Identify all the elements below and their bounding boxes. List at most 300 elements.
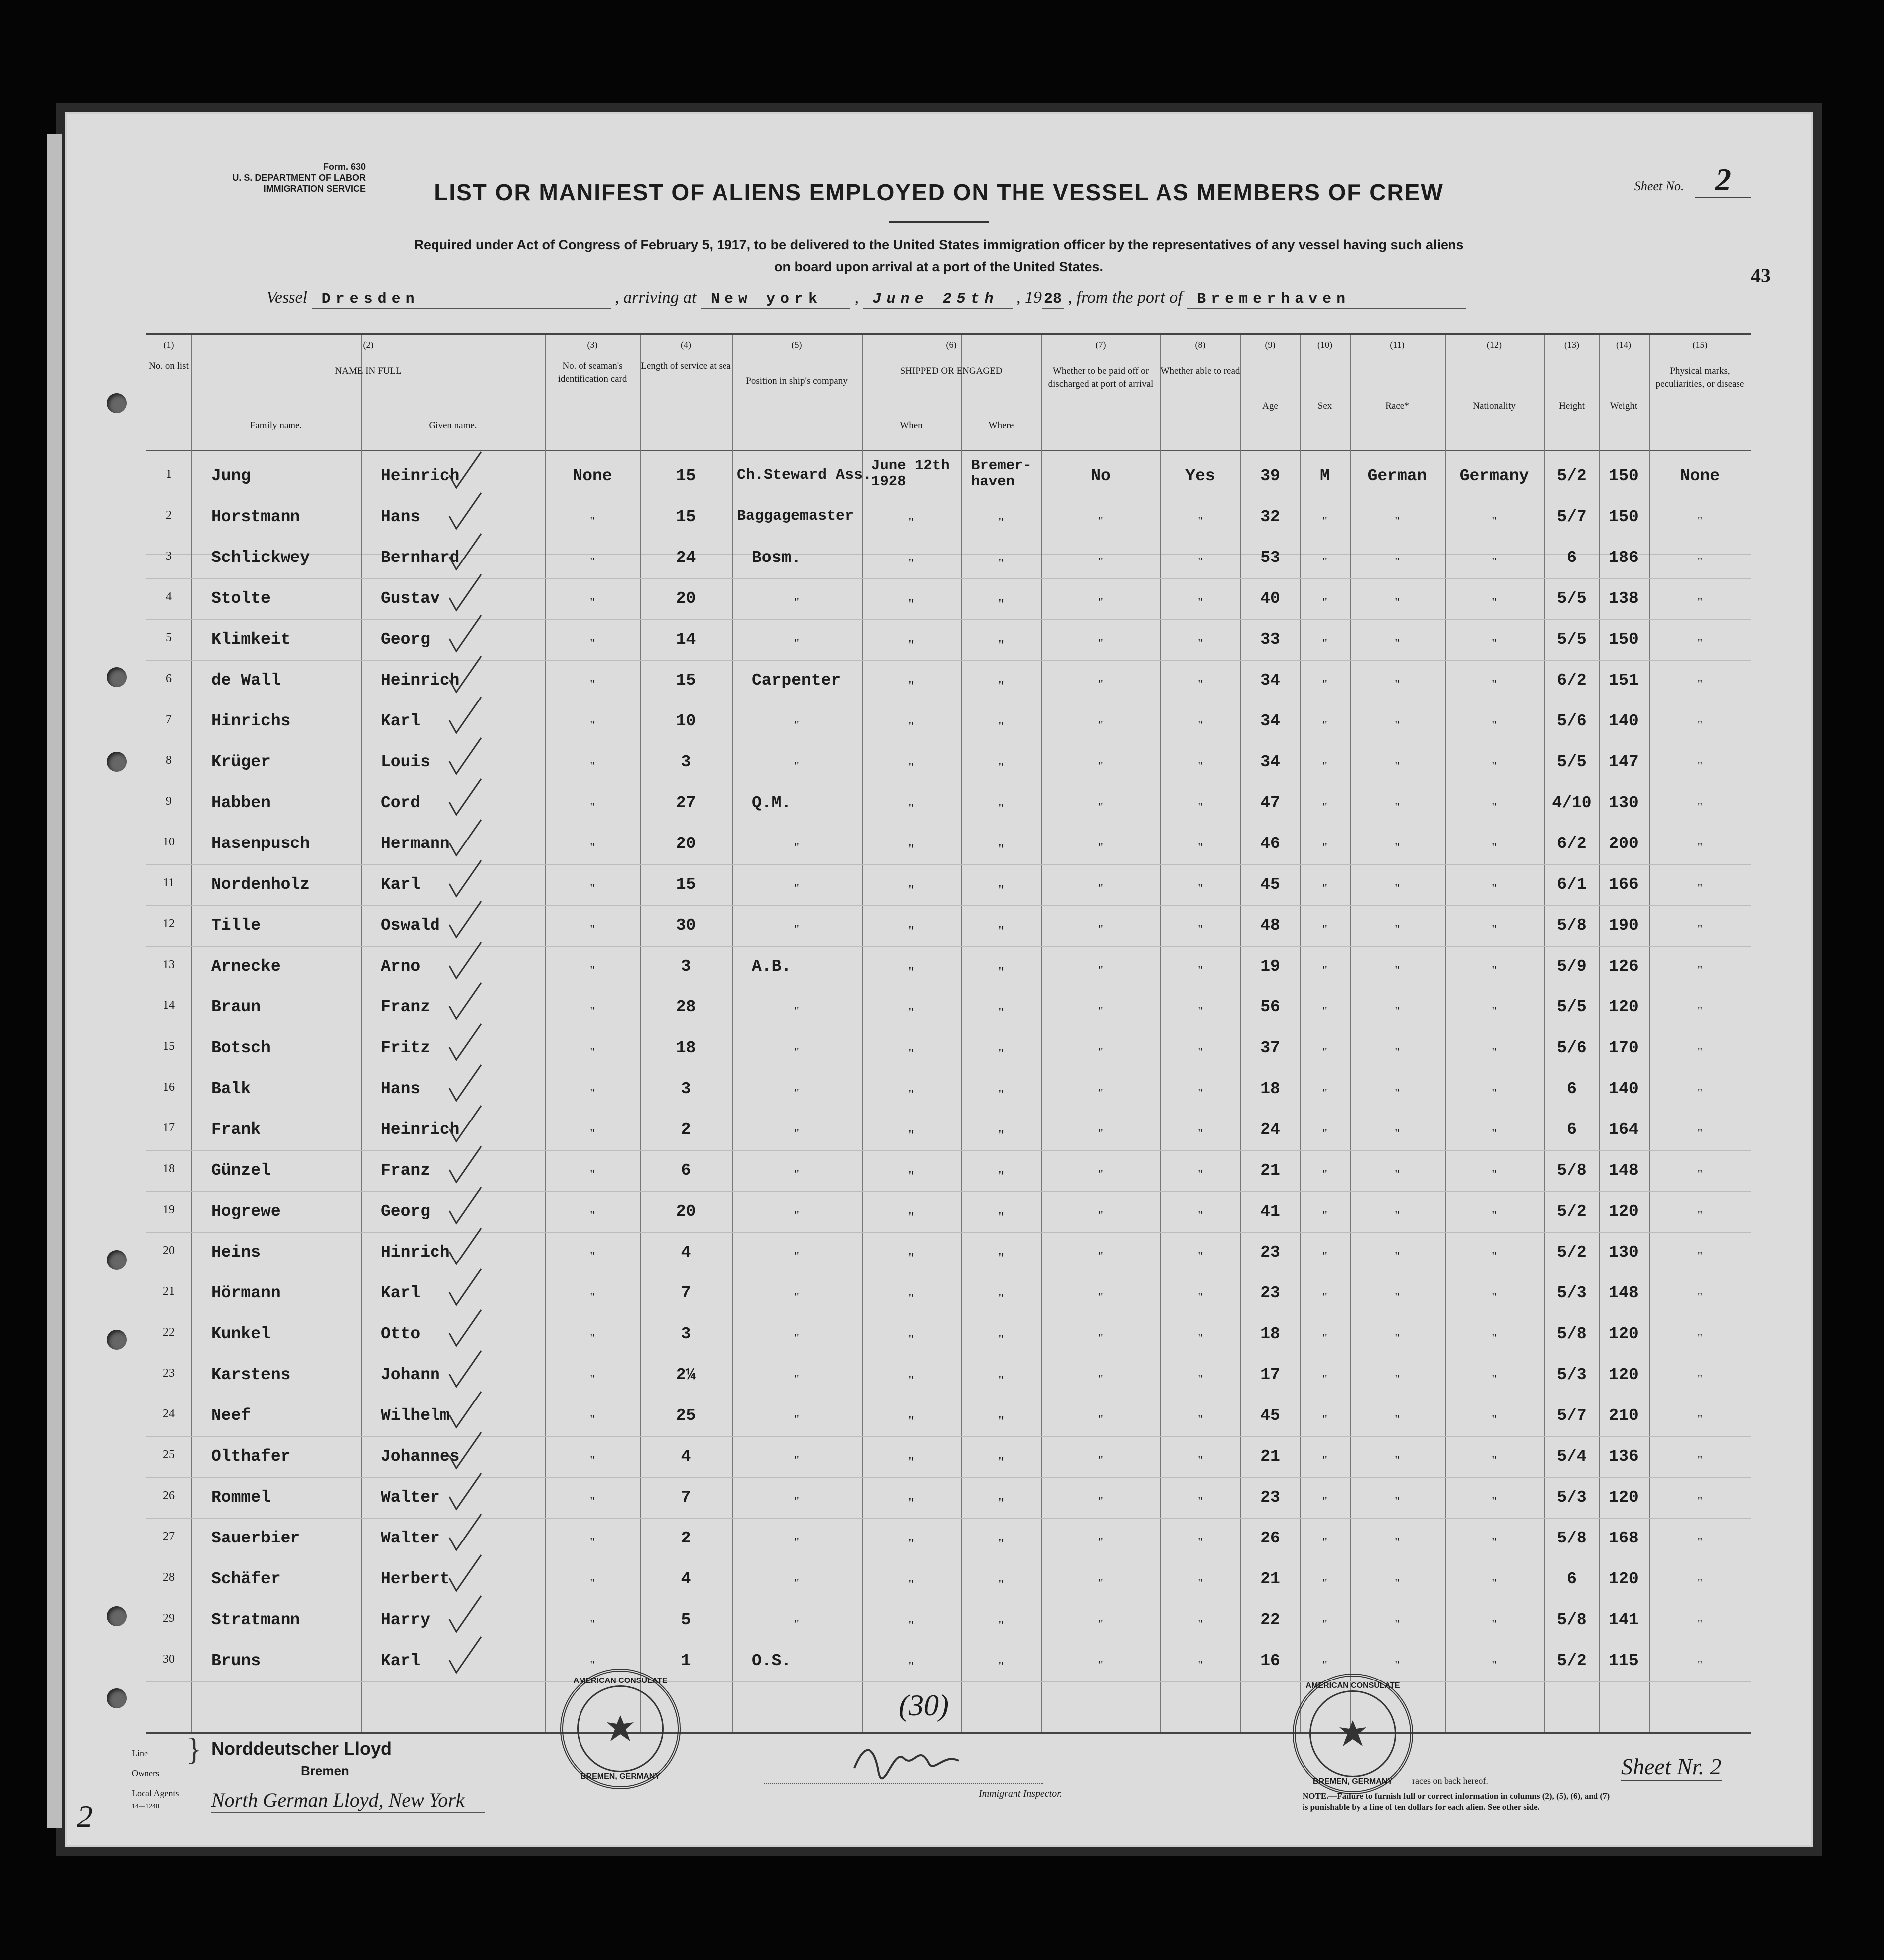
cell-height: 5/2 (1557, 467, 1587, 485)
cell-when: " (908, 760, 914, 776)
cell-given: Arno (381, 957, 421, 976)
cell-position: " (794, 1454, 799, 1467)
cell-age: 23 (1260, 1284, 1280, 1302)
table-row (146, 1519, 1751, 1560)
form-number: Form. 630 (323, 162, 366, 172)
check-mark-icon (445, 570, 485, 615)
cell-race: " (1395, 760, 1400, 773)
year-prefix: , 19 (1016, 288, 1042, 307)
cell-nat: " (1492, 1087, 1497, 1100)
cell-race: " (1395, 637, 1400, 650)
row-rule (146, 905, 1751, 906)
cell-paid: " (1098, 1536, 1103, 1549)
check-mark-icon (445, 1061, 485, 1106)
cell-weight: 200 (1609, 835, 1639, 853)
cell-weight: 141 (1609, 1611, 1639, 1629)
cell-sex: " (1322, 1046, 1327, 1059)
cell-service: 2 (681, 1120, 691, 1139)
cell-given: Karl (381, 875, 421, 894)
cell-family: Frank (211, 1120, 261, 1139)
cell-when: " (908, 1127, 914, 1143)
cell-age: 21 (1260, 1570, 1280, 1588)
cell-age: 41 (1260, 1202, 1280, 1221)
cell-service: 27 (676, 794, 696, 812)
cell-given: Otto (381, 1325, 421, 1343)
cell-when: " (908, 1168, 914, 1184)
cell-weight: 130 (1609, 1243, 1639, 1261)
check-mark-icon (445, 1469, 485, 1514)
check-mark-icon (445, 1306, 485, 1351)
cell-weight: 120 (1609, 1570, 1639, 1588)
cell-height: 5/3 (1557, 1366, 1587, 1384)
cell-age: 17 (1260, 1366, 1280, 1384)
cell-position: " (794, 1618, 799, 1631)
cell-position: " (794, 1577, 799, 1590)
cell-nat: " (1492, 1291, 1497, 1304)
cell-position: " (794, 1209, 799, 1222)
cell-height: 5/5 (1557, 589, 1587, 608)
cell-when: " (908, 556, 914, 571)
cell-where: " (998, 1536, 1004, 1552)
cell-no: 2 (166, 509, 172, 522)
header-race: Race* (1385, 401, 1409, 411)
eagle-seal-icon (1335, 1716, 1370, 1751)
cell-height: 5/4 (1557, 1447, 1587, 1466)
cell-read: " (1198, 1005, 1203, 1018)
header-age: Age (1262, 401, 1278, 411)
cell-paid: " (1098, 1618, 1103, 1631)
subtitle-line-1: Required under Act of Congress of February 5, 1917, to be delivered to the United States immigration officer by the representatives of any vessel having such aliens (414, 237, 1464, 252)
cell-where: " (998, 515, 1004, 531)
cell-read: " (1198, 841, 1203, 854)
cell-service: 5 (681, 1611, 691, 1629)
cell-no: 1 (166, 468, 172, 481)
check-mark-icon (445, 448, 485, 493)
cell-height: 5/8 (1557, 1161, 1587, 1180)
check-mark-icon (445, 1142, 485, 1187)
footer: Line Owners Local Agents 14—1240 } Norddeutscher Lloyd Bremen North German Lloyd, New York AMERICAN CONSULATE BREMEN, GERMANY (30) Immigrant Inspector. AMERICAN CONSULATE BREMEN, GERMANY races on back hereof. NOTE.—Failure to furnish full or correct information in columns (2), (5), (6), and (7) is punishable by a fine of ten dollars for each alien. See other side. Sheet Nr. 2 (67, 1733, 1811, 1843)
check-mark-icon (445, 693, 485, 738)
subtitle (67, 234, 1811, 278)
cell-weight: 148 (1609, 1284, 1639, 1302)
cell-nat: " (1492, 1618, 1497, 1631)
cell-sex: " (1322, 1495, 1327, 1508)
cell-given: Karl (381, 1284, 421, 1302)
cell-sex: " (1322, 882, 1327, 895)
table-row (146, 1478, 1751, 1519)
column-number: (2) (363, 340, 374, 350)
header-paid-off: Whether to be paid off or discharged at port of arrival (1048, 366, 1154, 389)
cell-given: Franz (381, 1161, 431, 1180)
cell-where: " (998, 1618, 1004, 1634)
cell-service: 3 (681, 753, 691, 771)
table-row (146, 784, 1751, 825)
cell-race: " (1395, 1454, 1400, 1467)
cell-age: 16 (1260, 1652, 1280, 1670)
cell-when: " (908, 1046, 914, 1062)
cell-paid: " (1098, 1250, 1103, 1263)
cell-position: " (794, 1536, 799, 1549)
cell-given: Fritz (381, 1039, 431, 1057)
cell-race: " (1395, 964, 1400, 977)
cell-given: Oswald (381, 916, 440, 935)
inspector-line (764, 1783, 1043, 1784)
cell-position: " (794, 760, 799, 773)
cell-given: Wilhelm (381, 1406, 450, 1425)
cell-sex: " (1322, 1087, 1327, 1100)
cell-no: 22 (163, 1326, 175, 1339)
header-family-name: Family name. (250, 420, 302, 431)
cell-read: " (1198, 515, 1203, 528)
cell-sex: " (1322, 719, 1327, 732)
row-rule (146, 1232, 1751, 1233)
cell-paid: " (1098, 841, 1103, 854)
cell-height: 6 (1567, 1080, 1577, 1098)
cell-card: " (590, 801, 595, 814)
cell-age: 18 (1260, 1325, 1280, 1343)
cell-where: " (998, 964, 1004, 980)
cell-nat: " (1492, 1332, 1497, 1345)
cell-race: " (1395, 841, 1400, 854)
cell-marks: " (1697, 678, 1703, 691)
table-row (146, 825, 1751, 865)
sheet-edge (47, 134, 62, 1828)
cell-family: Klimkeit (211, 630, 290, 649)
subtitle-line-2: on board upon arrival at a port of the United States. (774, 259, 1104, 274)
cell-position: " (794, 1005, 799, 1018)
cell-marks: " (1697, 1168, 1703, 1181)
cell-paid: " (1098, 1577, 1103, 1590)
vessel-label: Vessel (266, 288, 308, 307)
column-number: (7) (1095, 340, 1106, 350)
cell-where: " (998, 1373, 1004, 1389)
cell-no: 11 (163, 876, 175, 889)
cell-age: 45 (1260, 875, 1280, 894)
cell-position: Q.M. (752, 794, 792, 812)
cell-given: Cord (381, 794, 421, 812)
cell-service: 7 (681, 1488, 691, 1507)
cell-read: " (1198, 1413, 1203, 1426)
cell-card: " (590, 1127, 595, 1140)
binding-hole (107, 393, 127, 413)
cell-family: Rommel (211, 1488, 271, 1507)
cell-no: 28 (163, 1571, 175, 1584)
cell-age: 23 (1260, 1488, 1280, 1507)
cell-paid: " (1098, 1454, 1103, 1467)
cell-service: 4 (681, 1243, 691, 1261)
table-row (146, 661, 1751, 702)
cell-family: Schäfer (211, 1570, 281, 1588)
cell-age: 34 (1260, 671, 1280, 690)
cell-age: 22 (1260, 1611, 1280, 1629)
cell-height: 6 (1567, 1570, 1577, 1588)
header-weight: Weight (1610, 401, 1638, 411)
cell-sex: " (1322, 923, 1327, 936)
cell-nat: " (1492, 1209, 1497, 1222)
cell-service: 15 (676, 875, 696, 894)
check-mark-icon (445, 1347, 485, 1392)
table-row (146, 620, 1751, 661)
cell-weight: 120 (1609, 1488, 1639, 1507)
cell-where: " (998, 1332, 1004, 1348)
cell-service: 25 (676, 1406, 696, 1425)
cell-nat: " (1492, 923, 1497, 936)
cell-when: " (908, 1495, 914, 1511)
cell-read: " (1198, 719, 1203, 732)
cell-where: " (998, 1209, 1004, 1225)
row-rule (146, 660, 1751, 661)
table-row (146, 1642, 1751, 1682)
cell-no: 14 (163, 999, 175, 1012)
cell-nat: " (1492, 1250, 1497, 1263)
cell-service: 10 (676, 712, 696, 730)
table-row (146, 539, 1751, 579)
cell-when: " (908, 1618, 914, 1634)
cell-where: " (998, 760, 1004, 776)
agents-label: Local Agents (132, 1788, 179, 1798)
cell-race: " (1395, 1168, 1400, 1181)
cell-age: 46 (1260, 835, 1280, 853)
row-rule (146, 578, 1751, 579)
cell-when: " (908, 1454, 914, 1470)
cell-sex: " (1322, 1168, 1327, 1181)
cell-service: 14 (676, 630, 696, 649)
cell-nat: " (1492, 1659, 1497, 1672)
binding-hole (107, 1250, 127, 1270)
cell-paid: " (1098, 515, 1103, 528)
cell-family: Heins (211, 1243, 261, 1261)
check-mark-icon (445, 897, 485, 942)
check-mark-icon (445, 816, 485, 860)
line-value: Norddeutscher Lloyd (211, 1738, 392, 1759)
cell-marks: " (1697, 841, 1703, 854)
cell-card: " (590, 1005, 595, 1018)
cell-card: " (590, 923, 595, 936)
header-length-service: Length of service at sea (641, 361, 731, 371)
page-number: 43 (1751, 264, 1771, 286)
cell-card: " (590, 964, 595, 977)
cell-no: 16 (163, 1081, 175, 1094)
cell-no: 30 (163, 1653, 175, 1666)
cell-position: " (794, 841, 799, 854)
cell-marks: " (1697, 1087, 1703, 1100)
cell-position: Carpenter (752, 671, 841, 690)
cell-weight: 147 (1609, 753, 1639, 771)
cell-given: Harry (381, 1611, 431, 1629)
cell-read: " (1198, 1618, 1203, 1631)
cell-where: " (998, 719, 1004, 735)
cell-sex: " (1322, 637, 1327, 650)
cell-card: " (590, 596, 595, 609)
cell-paid: " (1098, 1659, 1103, 1672)
cell-when: " (908, 719, 914, 735)
check-mark-icon (445, 1183, 485, 1228)
cell-nat: " (1492, 719, 1497, 732)
arrival-date: June 25th (863, 291, 1013, 309)
cell-height: 5/3 (1557, 1284, 1587, 1302)
cell-position: " (794, 719, 799, 732)
cell-family: Horstmann (211, 508, 300, 526)
cell-service: 28 (676, 998, 696, 1016)
cell-height: 5/5 (1557, 998, 1587, 1016)
cell-weight: 166 (1609, 875, 1639, 894)
cell-where: " (998, 801, 1004, 817)
cell-family: Stolte (211, 589, 271, 608)
cell-nat: " (1492, 1454, 1497, 1467)
cell-paid: " (1098, 964, 1103, 977)
cell-service: 15 (676, 508, 696, 526)
cell-no: 21 (163, 1285, 175, 1298)
cell-age: 47 (1260, 794, 1280, 812)
cell-race: " (1395, 1659, 1400, 1672)
cell-nat: " (1492, 964, 1497, 977)
cell-where: " (998, 556, 1004, 571)
cell-height: 5/8 (1557, 1611, 1587, 1629)
cell-paid: " (1098, 1373, 1103, 1386)
cell-marks: " (1697, 1495, 1703, 1508)
cell-card: " (590, 1332, 595, 1345)
row-rule (146, 1191, 1751, 1192)
cell-race: " (1395, 1209, 1400, 1222)
cell-no: 4 (166, 590, 172, 603)
cell-service: 18 (676, 1039, 696, 1057)
cell-given: Herbert (381, 1570, 450, 1588)
cell-family: Stratmann (211, 1611, 300, 1629)
cell-race: " (1395, 1373, 1400, 1386)
cell-card: " (590, 678, 595, 691)
cell-paid: " (1098, 801, 1103, 814)
cell-weight: 168 (1609, 1529, 1639, 1547)
cell-position: " (794, 1291, 799, 1304)
cell-service: 4 (681, 1570, 691, 1588)
cell-age: 21 (1260, 1161, 1280, 1180)
cell-where: " (998, 1454, 1004, 1470)
cell-given: Hans (381, 1080, 421, 1098)
cell-card: None (573, 467, 612, 485)
cell-position: " (794, 923, 799, 936)
vessel-line: Vessel Dresden , arriving at New york , June 25th , 19 28 , from the port of Bremerhaven (266, 288, 1466, 309)
crew-table (146, 333, 1751, 1734)
cell-position: " (794, 1495, 799, 1508)
cell-when: " (908, 1413, 914, 1429)
cell-position: Bosm. (752, 549, 802, 567)
cell-family: Olthafer (211, 1447, 290, 1466)
cell-when: " (908, 1536, 914, 1552)
cell-sex: " (1322, 1332, 1327, 1345)
cell-card: " (590, 841, 595, 854)
cell-position: " (794, 1373, 799, 1386)
cell-sex: " (1322, 1536, 1327, 1549)
cell-when: " (908, 1577, 914, 1593)
cell-family: Braun (211, 998, 261, 1016)
header-where: Where (988, 420, 1014, 431)
department: U. S. DEPARTMENT OF LABOR (232, 173, 366, 183)
cell-read: " (1198, 923, 1203, 936)
cell-paid: " (1098, 556, 1103, 568)
cell-where: " (998, 1005, 1004, 1021)
cell-age: 33 (1260, 630, 1280, 649)
cell-height: 5/8 (1557, 1529, 1587, 1547)
column-number: (10) (1317, 340, 1332, 350)
table-row (146, 457, 1751, 498)
cell-weight: 126 (1609, 957, 1639, 976)
cell-weight: 120 (1609, 1202, 1639, 1221)
cell-sex: " (1322, 1618, 1327, 1631)
cell-paid: " (1098, 596, 1103, 609)
cell-paid: " (1098, 923, 1103, 936)
cell-no: 26 (163, 1489, 175, 1502)
cell-where: " (998, 1168, 1004, 1184)
cell-nat: " (1492, 637, 1497, 650)
cell-family: Schlickwey (211, 549, 310, 567)
cell-card: " (590, 1087, 595, 1100)
cell-paid: " (1098, 1209, 1103, 1222)
cell-weight: 150 (1609, 508, 1639, 526)
cell-marks: " (1697, 1454, 1703, 1467)
cell-nat: " (1492, 1495, 1497, 1508)
cell-family: Hörmann (211, 1284, 281, 1302)
cell-race: " (1395, 1495, 1400, 1508)
cell-family: Hogrewe (211, 1202, 281, 1221)
cell-given: Heinrich (381, 671, 460, 690)
cell-paid: " (1098, 760, 1103, 773)
cell-given: Gustav (381, 589, 440, 608)
cell-race: " (1395, 882, 1400, 895)
cell-sex: " (1322, 1413, 1327, 1426)
cell-height: 6/1 (1557, 875, 1587, 894)
cell-where: " (998, 841, 1004, 857)
binding-hole (107, 667, 127, 687)
inspector-label: Immigrant Inspector. (979, 1788, 1062, 1799)
cell-marks: " (1697, 1005, 1703, 1018)
cell-position: " (794, 1332, 799, 1345)
total-count: (30) (899, 1689, 949, 1722)
cell-read: Yes (1185, 467, 1215, 485)
cell-nat: " (1492, 1577, 1497, 1590)
cell-sex: " (1322, 1454, 1327, 1467)
cell-card: " (590, 1577, 595, 1590)
cell-no: 15 (163, 1040, 175, 1053)
check-mark-icon (445, 1020, 485, 1065)
cell-sex: " (1322, 1659, 1327, 1672)
header-seaman-id: No. of seaman's identification card (558, 361, 627, 384)
cell-sex: " (1322, 964, 1327, 977)
stamp-top-text: AMERICAN CONSULATE (573, 1677, 668, 1685)
cell-service: 6 (681, 1161, 691, 1180)
table-row (146, 1274, 1751, 1315)
cell-service: 24 (676, 549, 696, 567)
cell-family: Günzel (211, 1161, 271, 1180)
cell-no: 6 (166, 672, 172, 685)
table-row (146, 1601, 1751, 1642)
cell-given: Heinrich (381, 1120, 460, 1139)
cell-where: " (998, 1659, 1004, 1675)
cell-weight: 150 (1609, 467, 1639, 485)
cell-read: " (1198, 1454, 1203, 1467)
column-number: (8) (1195, 340, 1206, 350)
cell-given: Georg (381, 630, 431, 649)
cell-height: 5/5 (1557, 753, 1587, 771)
table-row (146, 906, 1751, 947)
cell-nat: " (1492, 1005, 1497, 1018)
cell-sex: " (1322, 841, 1327, 854)
cell-age: 21 (1260, 1447, 1280, 1466)
cell-weight: 120 (1609, 1366, 1639, 1384)
header-physical-marks: Physical marks, peculiarities, or disease (1655, 366, 1744, 389)
cell-family: Nordenholz (211, 875, 310, 894)
check-mark-icon (445, 1388, 485, 1432)
cell-when: " (908, 1005, 914, 1021)
